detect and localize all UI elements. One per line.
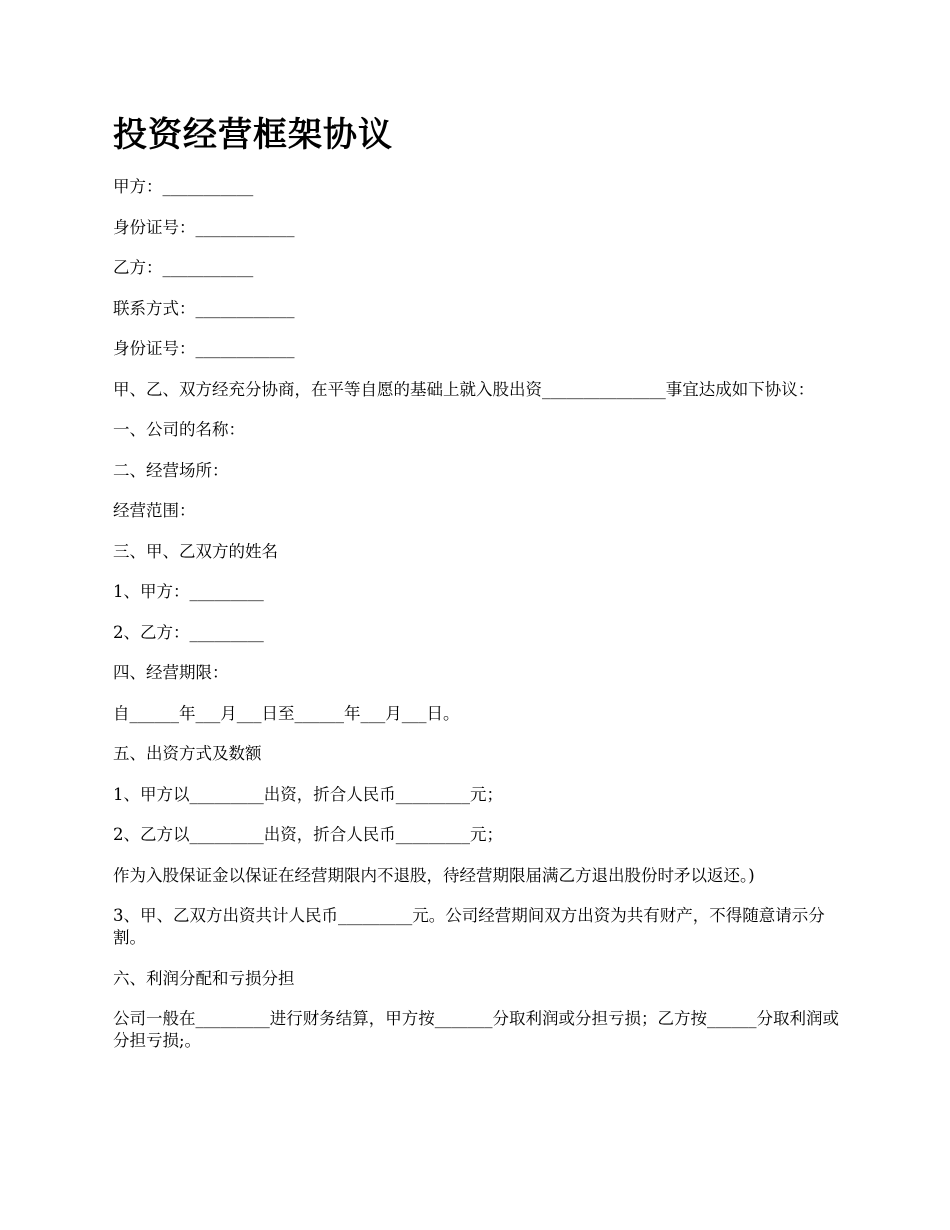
section-profit-loss: 六、利润分配和亏损分担 [113, 968, 295, 988]
deposit-paragraph: 作为入股保证金以保证在经营期限内不退股，待经营期限届满乙方退出股份时矛以返还。) [113, 865, 755, 885]
party-b-contribution-line: 2、乙方以_________出资，折合人民币_________元； [113, 825, 503, 844]
profit-loss-paragraph: 公司一般在_________进行财务结算，甲方按_______分取利润或分担亏损；乙方按______分取利润或分担亏损;。 [113, 1009, 839, 1050]
total-contribution-paragraph: 3、甲、乙双方出资共计人民币_________元。公司经营期间双方出资为共有财产，不得随意请示分割。 [113, 906, 825, 947]
section-contribution: 五、出资方式及数额 [113, 744, 262, 763]
contact-line: 联系方式：____________ [113, 298, 295, 318]
party-a-name-line: 1、甲方：_________ [113, 582, 264, 601]
party-a-contribution-line: 1、甲方以_________出资，折合人民币_________元； [113, 784, 503, 804]
party-b-name-line: 2、乙方：_________ [113, 622, 264, 642]
party-b-line: 乙方：___________ [113, 258, 254, 277]
preamble-paragraph: 甲、乙、双方经充分协商，在平等自愿的基础上就入股出资_______________事宜达成如下协议： [113, 379, 815, 399]
document-page [113, 112, 843, 1071]
term-dates-line: 自______年___月___日至______年___月___日。 [113, 703, 460, 723]
party-a-line: 甲方：___________ [113, 177, 254, 196]
party-b-id-line: 身份证号：____________ [113, 339, 295, 358]
section-business-location: 二、经营场所： [113, 460, 229, 480]
section-party-names: 三、甲、乙双方的姓名 [113, 541, 278, 561]
business-scope-line: 经营范围： [113, 501, 196, 520]
section-business-term: 四、经营期限： [113, 663, 229, 682]
section-company-name: 一、公司的名称： [113, 420, 245, 439]
document-title: 投资经营框架协议 [113, 115, 393, 155]
party-a-id-line: 身份证号：____________ [113, 217, 295, 237]
